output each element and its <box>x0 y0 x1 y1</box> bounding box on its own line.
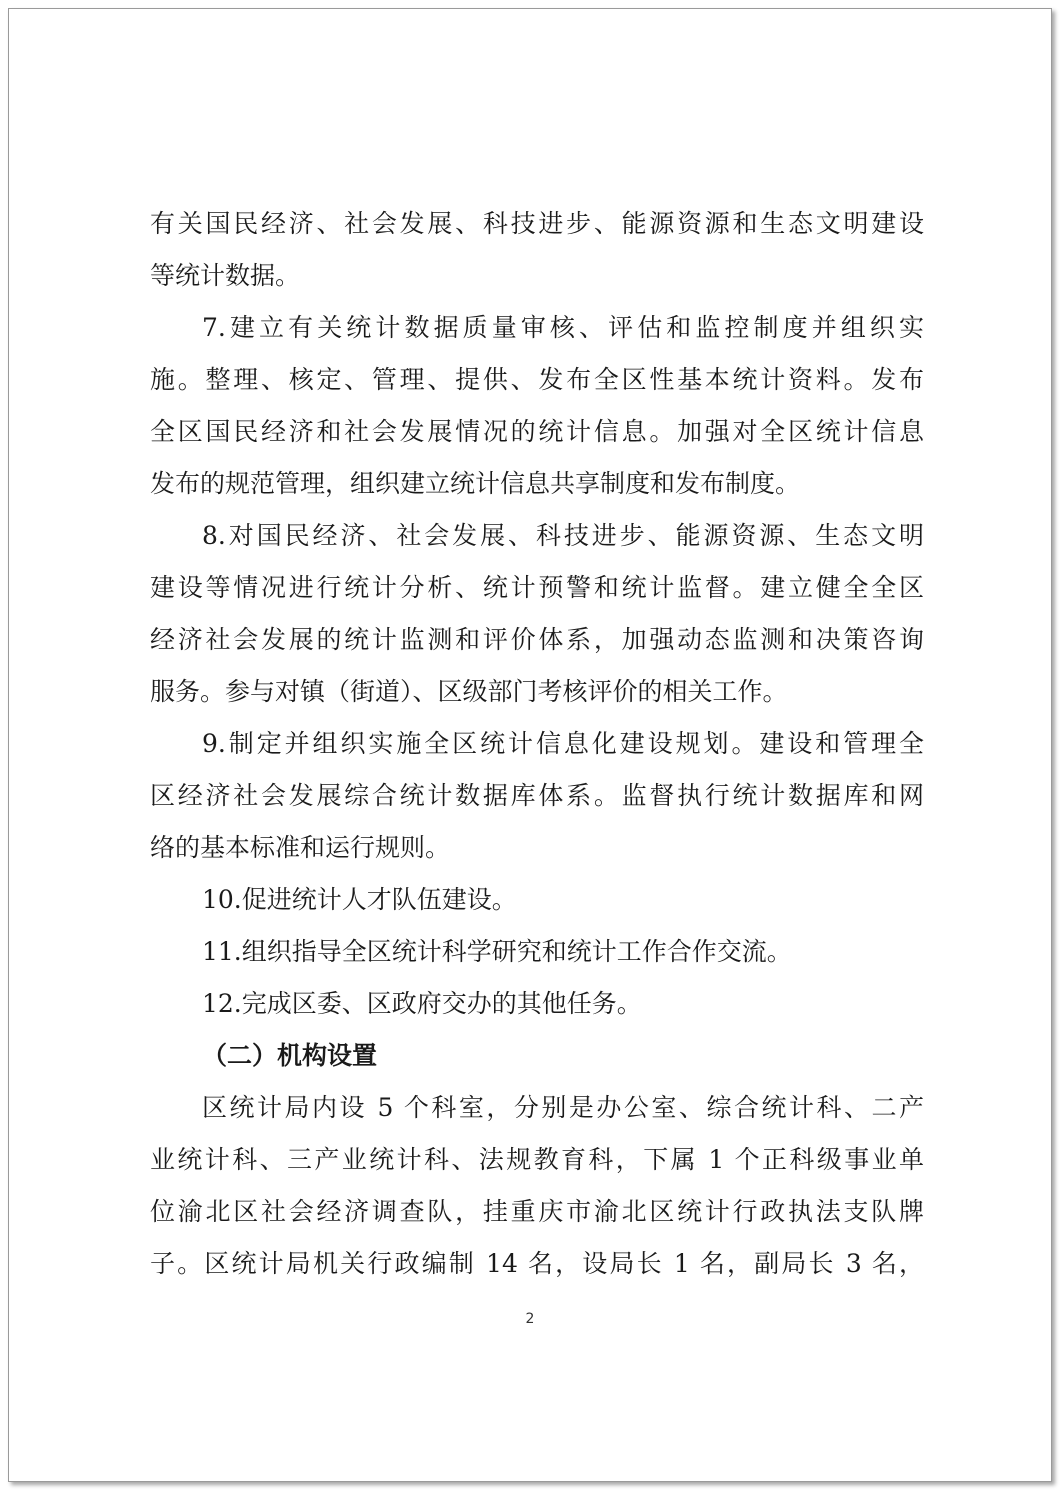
text-line: 建设等情况进行统计分析、统计预警和统计监督。建立健全全区 <box>150 573 924 602</box>
text-line: 9.制定并组织实施全区统计信息化建设规划。建设和管理全 <box>202 729 924 758</box>
section-heading: （二）机构设置 <box>202 1041 378 1070</box>
text-line: 10.促进统计人才队伍建设。 <box>202 885 517 914</box>
text-line: 业统计科、三产业统计科、法规教育科，下属 1 个正科级事业单 <box>150 1145 924 1174</box>
page-number: 2 <box>525 1311 535 1327</box>
text-line: 区统计局内设 5 个科室，分别是办公室、综合统计科、二产 <box>202 1093 924 1122</box>
document-body <box>150 198 924 1290</box>
text-line: 施。整理、核定、管理、提供、发布全区性基本统计资料。发布 <box>150 365 924 394</box>
text-line: 络的基本标准和运行规则。 <box>150 833 451 862</box>
text-line: 12.完成区委、区政府交办的其他任务。 <box>202 989 642 1018</box>
text-line: 位渝北区社会经济调查队，挂重庆市渝北区统计行政执法支队牌 <box>150 1197 924 1226</box>
text-line: 等统计数据。 <box>150 261 301 290</box>
text-line: 7.建立有关统计数据质量审核、评估和监控制度并组织实 <box>202 313 924 342</box>
text-line: 8.对国民经济、社会发展、科技进步、能源资源、生态文明 <box>202 521 924 550</box>
text-line: 有关国民经济、社会发展、科技进步、能源资源和生态文明建设 <box>150 209 924 238</box>
text-line: 全区国民经济和社会发展情况的统计信息。加强对全区统计信息 <box>150 417 924 446</box>
text-line: 区经济社会发展综合统计数据库体系。监督执行统计数据库和网 <box>150 781 924 810</box>
text-line: 经济社会发展的统计监测和评价体系，加强动态监测和决策咨询 <box>150 625 924 654</box>
text-line: 子。区统计局机关行政编制 14 名，设局长 1 名，副局长 3 名， <box>150 1249 924 1278</box>
text-line: 服务。参与对镇（街道）、区级部门考核评价的相关工作。 <box>150 677 788 706</box>
text-line: 发布的规范管理，组织建立统计信息共享制度和发布制度。 <box>150 469 801 498</box>
text-line: 11.组织指导全区统计科学研究和统计工作合作交流。 <box>202 937 792 966</box>
